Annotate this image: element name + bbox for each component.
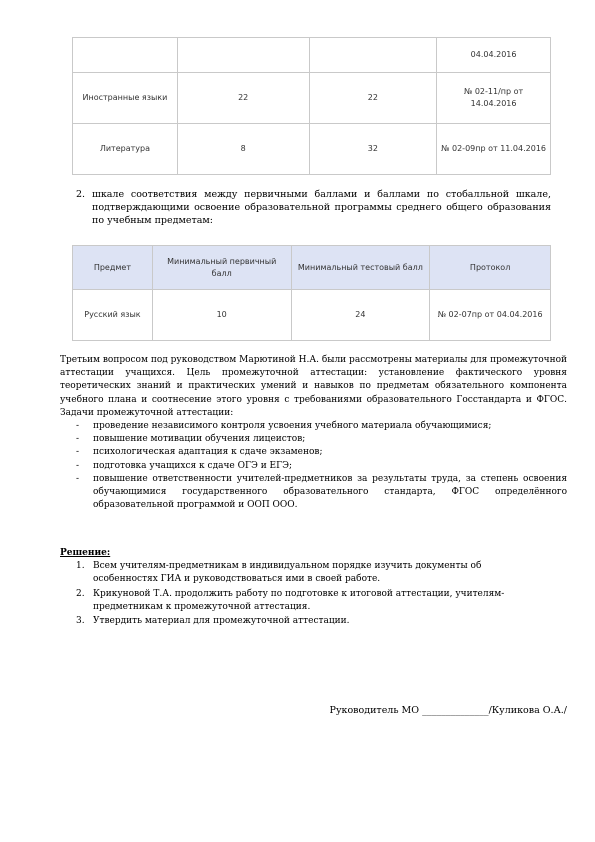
table-cell	[177, 38, 309, 73]
table-cell: 10	[152, 290, 291, 341]
list-item	[60, 560, 533, 586]
list-item-text: подготовка учащихся к сдаче ОГЭ и ЕГЭ;	[93, 460, 293, 471]
table-row	[73, 38, 551, 73]
decision-section	[60, 547, 567, 629]
table-row	[73, 124, 551, 175]
list-item-text: Утвердить материал для промежуточной аттестации.	[93, 616, 350, 627]
list-item-text: повышение мотивации обучения лицеистов;	[93, 434, 306, 445]
table-row	[73, 290, 551, 341]
table-cell	[73, 38, 178, 73]
list-number: 3.	[76, 616, 85, 627]
table-cell: 24	[291, 290, 430, 341]
list-item	[60, 615, 533, 628]
table-row	[73, 73, 551, 124]
table-cell: № 02-11/пр от 14.04.2016	[437, 73, 551, 124]
list-item-text: повышение ответственности учителей-предметников за результаты труда, за степень освоения обучающимися государственного образовательного стандарта, ФГОС определённого образовательной программой и ООП ООО.	[93, 473, 567, 511]
table-cell: Русский язык	[73, 290, 153, 341]
list-item: - подготовка учащихся к сдаче ОГЭ и ЕГЭ;	[76, 460, 293, 471]
list-number: 2.	[76, 189, 86, 200]
list-item: - повышение мотивации обучения лицеистов;	[76, 434, 306, 445]
list-number: 1.	[76, 561, 85, 572]
scale-paragraph	[76, 188, 551, 227]
table-cell: № 02-07пр от 04.04.2016	[430, 290, 551, 341]
column-header: Минимальный тестовый балл	[291, 246, 430, 290]
paragraph-text: шкале соответствия между первичными баллами и баллами по стобалльной шкале, подтверждающими освоение образовательной программы среднего общего образования по учебным предметам:	[92, 189, 551, 226]
decision-title: Решение:	[60, 548, 111, 558]
list-item	[60, 588, 533, 614]
table-cell: № 02-09пр от 11.04.2016	[437, 124, 551, 175]
signature-line: Руководитель МО ______________/Куликова О.А./	[329, 705, 567, 716]
column-header: Минимальный первичный балл	[152, 246, 291, 290]
table-cell: 22	[309, 73, 437, 124]
table-cell: Литература	[73, 124, 178, 175]
table-cell: Иностранные языки	[73, 73, 178, 124]
list-item-text: проведение независимого контроля усвоения учебного материала обучающимися;	[93, 421, 492, 432]
score-scale-table	[72, 245, 551, 341]
list-item-text: Всем учителям-предметникам в индивидуальном порядке изучить документы об особенностях ГИА и руководствоваться ими в своей работе.	[93, 561, 482, 585]
table-cell: 22	[177, 73, 309, 124]
third-question-section	[60, 354, 567, 512]
table-cell	[309, 38, 437, 73]
column-header: Предмет	[73, 246, 153, 290]
table-cell: 32	[309, 124, 437, 175]
list-item-text: психологическая адаптация к сдаче экзаменов;	[93, 447, 323, 458]
tasks-list	[60, 420, 567, 512]
list-item: - психологическая адаптация к сдаче экзаменов;	[76, 447, 323, 458]
list-item: - проведение независимого контроля усвоения учебного материала обучающимися;	[76, 421, 492, 432]
third-question-paragraph: Третьим вопросом под руководством Марютиной Н.А. были рассмотрены материалы для промежуточной аттестации учащихся. Цель промежуточной аттестации: установление фактического уровня теоретических знаний и практических умений и навыков по предметам обязательного компонента учебного плана и соотнесение этого уровня с требованиями образовательного Госстандарта и ФГОС. Задачи промежуточной аттестации:	[60, 355, 567, 418]
decision-list	[60, 560, 567, 628]
list-number: 2.	[76, 588, 85, 599]
list-item-text: Крикуновой Т.А. продолжить работу по подготовке к итоговой аттестации, учителям-предметникам к промежуточной аттестация.	[93, 588, 505, 612]
subjects-scores-table	[72, 37, 551, 175]
table-cell: 8	[177, 124, 309, 175]
list-item: - повышение ответственности учителей-предметников за результаты труда, за степень освоения обучающимися государственного образовательного стандарта, ФГОС определённого образовательной программой и ООП ООО.	[76, 473, 567, 511]
table-header-row	[73, 246, 551, 290]
column-header: Протокол	[430, 246, 551, 290]
table-cell: 04.04.2016	[437, 38, 551, 73]
